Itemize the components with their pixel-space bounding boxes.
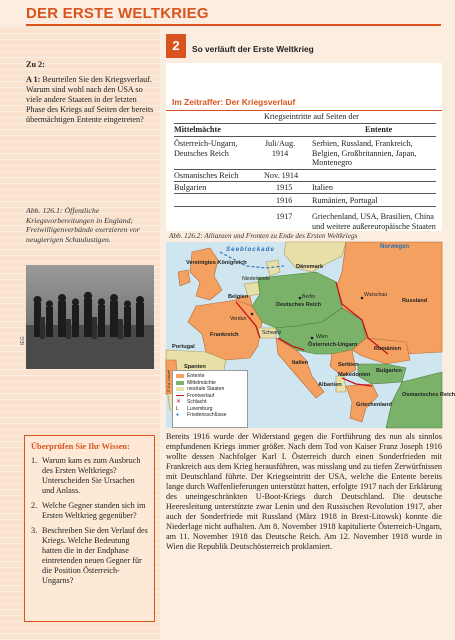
question-number: 1. [31, 456, 38, 465]
map-label-bulgarien: Bulgarien [376, 368, 402, 374]
map-label-frankreich: Frankreich [210, 332, 239, 338]
timeline-heading: Im Zeitraffer: Der Kriegsverlauf [172, 97, 296, 107]
map-label-deutsches-reich: Deutsches Reich [276, 302, 322, 308]
question-text: Welche Gegner standen sich im Ersten Weltkrieg gegenüber? [42, 501, 146, 520]
row-entente: Serbien, Russland, Frankreich, Belgien, Großbritannien, Japan, Montenegro [312, 139, 417, 168]
section-title: So verläuft der Erste Weltkrieg [192, 44, 314, 54]
map-label-wien: Wien [316, 334, 328, 340]
row-date: 1916 [276, 196, 293, 205]
table-rule [174, 181, 436, 182]
col-entente-header: Entente [365, 125, 393, 134]
map-label-blockade: Seeblockade [226, 246, 275, 253]
legend-label: Luxemburg [187, 405, 213, 412]
task-text [26, 75, 154, 125]
legend-label: Schlacht [187, 399, 207, 406]
photo-illustration [26, 265, 154, 369]
question-number: 2. [31, 501, 38, 510]
map-caption: Abb. 126.2: Allianzen und Fronten zu Ende des Ersten Weltkriegs [169, 232, 358, 240]
map-label-belgien: Belgien [228, 294, 249, 300]
section-number: 2 [166, 34, 186, 58]
legend-label: Mittelmächte [187, 379, 216, 386]
legend-label: Entente [187, 373, 205, 380]
question-text: Warum kam es zum Ausbruch des Ersten Weltkriegs? Unterscheiden Sie Ursachen und Anlass. [42, 456, 141, 495]
photo-caption: Abb. 126.1: Öffentliche Kriegsvorbereitungen in England; Freiwilligenverbände exerzieren vor neugierigen Schaulustigen. [26, 206, 140, 244]
map-label-daenemark: Dänemark [296, 264, 324, 270]
map-label-russland: Russland [402, 298, 428, 304]
table-rule [174, 193, 436, 194]
row-central: Osmanisches Reich [174, 171, 239, 180]
front-line-icon [176, 395, 184, 396]
task-heading: Zu 2: [26, 60, 45, 69]
map-label-spanien: Spanien [184, 364, 206, 370]
map-label-niederlande: Niederlande [242, 276, 270, 282]
map-label-norwegen: Norwegen [380, 244, 410, 250]
row-date: Juli/Aug. 1914 [264, 139, 296, 158]
col-entry-header: Kriegseintritte auf Seiten der [264, 112, 359, 121]
row-entente: Griechenland, USA, Brasilien, China und weitere außereuropäische Staaten [312, 212, 436, 231]
table-rule [174, 136, 436, 137]
luxemburg-icon: L [176, 405, 179, 412]
map-label-uk: Vereinigtes Königreich [186, 260, 247, 266]
table-rule [174, 206, 436, 207]
legend-swatch [176, 387, 184, 391]
map-label-warschau: Warschau [364, 292, 388, 298]
timeline-heading-rule [166, 110, 442, 111]
row-entente: Italien [312, 183, 333, 192]
peace-treaty-icon: ● [176, 412, 180, 419]
review-question [31, 501, 148, 521]
review-question [31, 456, 148, 496]
table-rule [174, 169, 436, 170]
task-block [26, 60, 154, 125]
map-label-schweiz: Schweiz [262, 330, 282, 336]
row-date: 1915 [276, 183, 293, 192]
question-number: 3. [31, 526, 38, 535]
book-title: DER ERSTE WELTKRIEG [26, 5, 209, 22]
legend-label: neutrale Staaten [187, 386, 225, 393]
legend-item [176, 412, 244, 419]
map-label-oesterreich: Österreich-Ungarn [308, 342, 358, 348]
map-label-albanien: Albanien [318, 382, 342, 388]
battle-icon: ✕ [176, 399, 182, 406]
map-label-serbien: Serbien [338, 362, 359, 368]
legend-swatch [176, 381, 184, 385]
row-central: Österreich-Ungarn, Deutsches Reich [174, 139, 238, 158]
photo-credit: IEG [20, 336, 26, 345]
map-label-berlin: Berlin [302, 294, 316, 300]
review-box [24, 435, 155, 622]
map-credit: © Ed. Hölzel [166, 369, 171, 392]
row-date: 1917 [276, 212, 293, 221]
task-question: Beurteilen Sie den Kriegsverlauf. Warum sind wohl nach den USA so viele andere Staaten in der letzten Phase des Kriegs auf Seiten der bereits übermächtigen Entente eingetreten? [26, 75, 154, 124]
legend-label: Friedensschlüsse [187, 412, 227, 419]
map-label-rumaenien: Rumänien [374, 346, 402, 352]
row-date: Nov. 1914 [264, 171, 299, 180]
header-bar [0, 0, 453, 24]
body-text: Bereits 1916 wurde der Widerstand gegen die Fortführung des nun als sinnlos empfundenen Kriegs immer größer. Nach dem Tod von Kaiser Franz Joseph 1916 wollte dessen Nachfolger Karl I. Österreich durch einen Sonderfrieden mit Frankreich aus dem Krieg herausführen, was misslang und zu tiefen Zerwürfnissen mit Deutschland führte. Der Kriegseintritt der USA, welche die Entente bereits lange durch Waffenlieferungen unterstützt hatten, erfolgte 1917 nach der Erklärung des uneingeschränkten U-Boot-Kriegs durch Deutschland. Die deutsche Heeresleitung unterstützte zwar Lenin und den Russischen Revolution 1917, aber auch der Sonderfriede mit Russland (März 1918 in Brest-Litowsk) konnte die Niederlage nicht aufhalten. Am 8. November 1918 kapitulierte Österreich-Ungarn, am 11. November 1918 das Deutsche Reich. Am 12. November 1918 wurde in Wien die Republik Deutschösterreich proklamiert. [166, 432, 442, 551]
map-label-griechenland: Griechenland [356, 402, 392, 408]
map-label-verdun: Verdun [230, 316, 247, 322]
map-label-italien: Italien [292, 360, 309, 366]
row-central: Bulgarien [174, 183, 207, 192]
legend-swatch [176, 374, 184, 378]
map-label-makedonien: Makedonien [338, 372, 371, 378]
review-question [31, 526, 148, 586]
task-label: A 1: [26, 75, 41, 84]
map-label-portugal: Portugal [172, 344, 195, 350]
col-central-header: Mittelmächte [174, 125, 221, 134]
question-text: Beschreiben Sie den Verlauf des Kriegs. Welche Bedeutung hatten die in der Endphase eintretenden neuen Gegner für die Position Österreich-Ungarns? [42, 526, 148, 585]
review-title: Überprüfen Sie Ihr Wissen: [31, 442, 130, 451]
review-list [31, 456, 148, 586]
historical-photo [26, 265, 154, 369]
legend-label: Frontverlauf [187, 392, 215, 399]
map-label-osmanisches: Osmanisches Reich [402, 392, 455, 398]
row-entente: Rumänien, Portugal [312, 196, 378, 205]
table-rule [174, 123, 436, 124]
map-legend [172, 370, 248, 428]
